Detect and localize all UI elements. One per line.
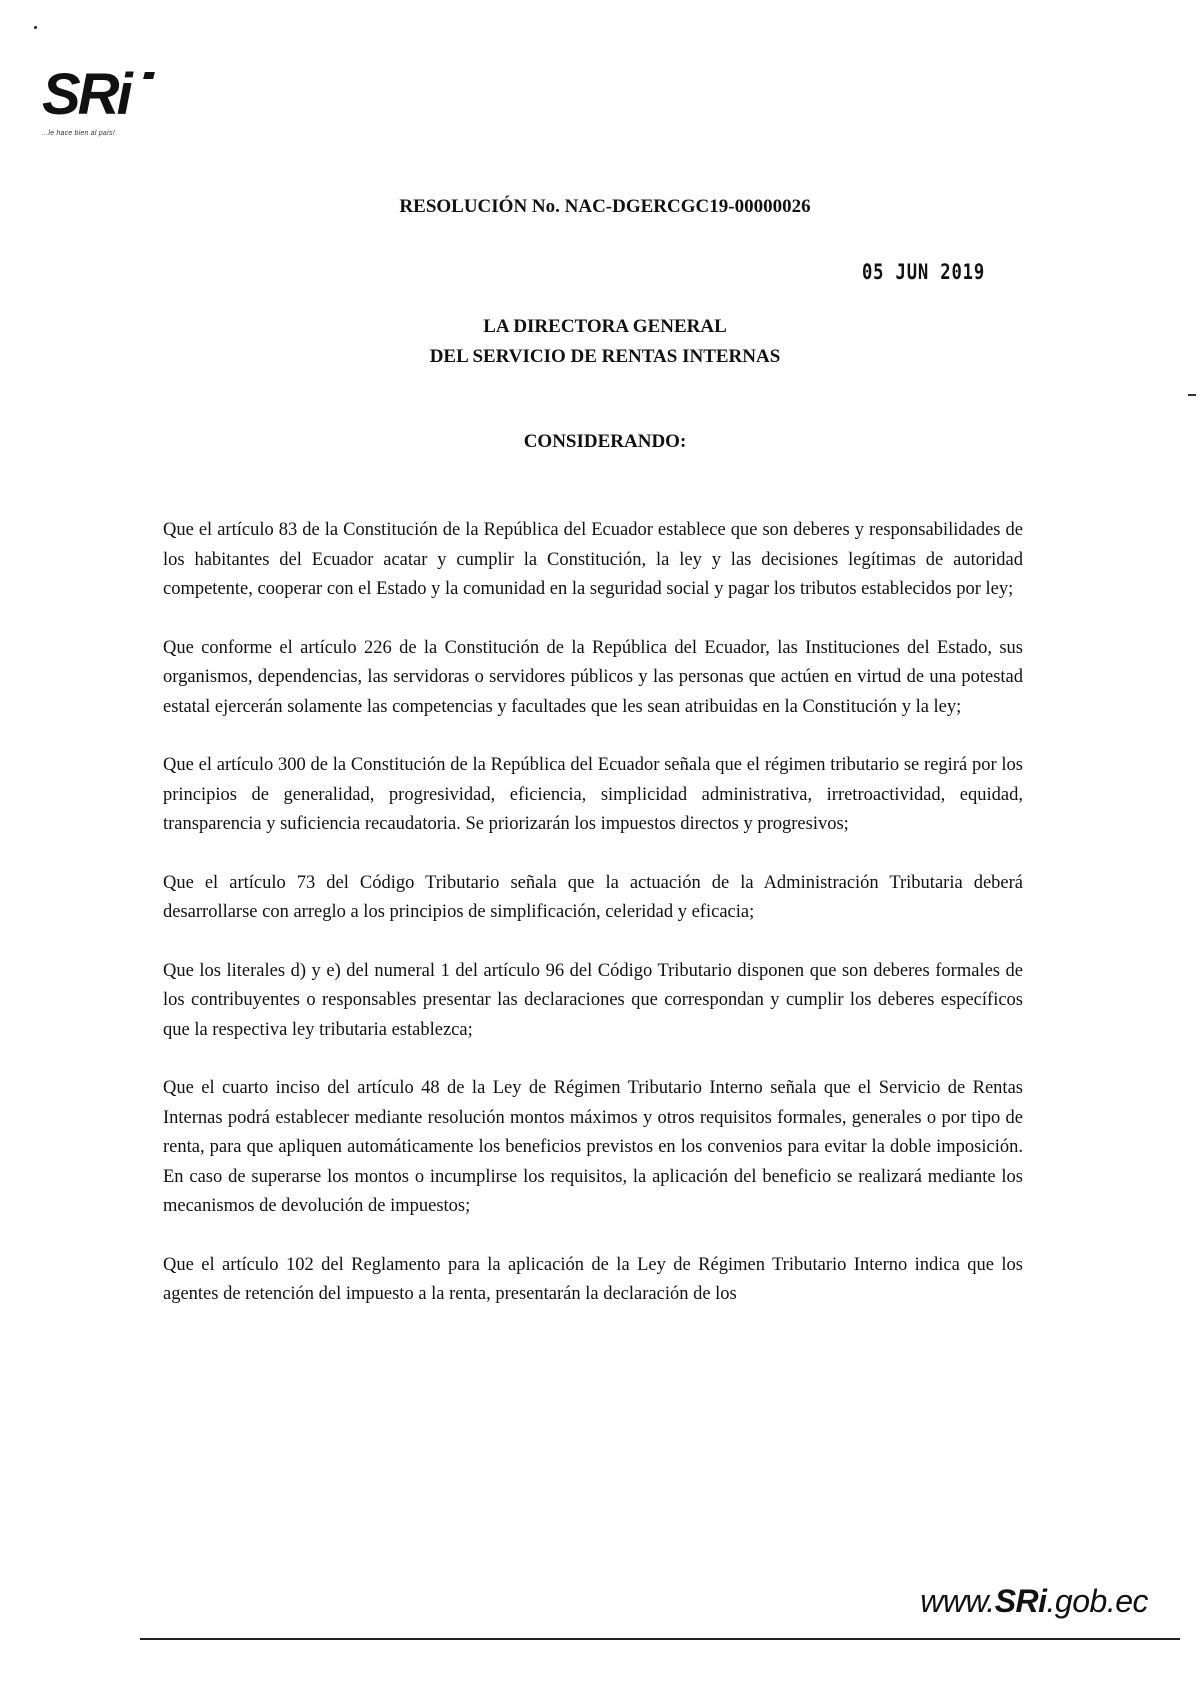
paragraph-art-226: Que conforme el artículo 226 de la Constitución de la República del Ecuador, las Instituciones del Estado, sus organismos, dependencias, las servidoras o servidores públicos y las personas que actúen en virtud de una potestad estatal ejercerán solamente las competencias y facultades que les sean atribuidas en la Constitución y la ley; <box>163 637 1023 717</box>
paragraph-art-96: Que los literales d) y e) del numeral 1 del artículo 96 del Código Tributario disponen que son deberes formales de los contribuyentes o responsables presentar las declaraciones que correspondan y cumplir los deberes específicos que la respectiva ley tributaria establezca; <box>163 960 1023 1040</box>
footer-website <box>920 1583 1148 1620</box>
footer-url-prefix: www. <box>920 1583 995 1619</box>
paragraph-art-83: Que el artículo 83 de la Constitución de la República del Ecuador establece que son deberes y responsabilidades de los habitantes del Ecuador acatar y cumplir la Constitución, la ley y las decisiones legítimas de autoridad competente, cooperar con el Estado y la comunidad en la seguridad social y pagar los tributos establecidos por ley; <box>163 520 1023 599</box>
resolution-title: RESOLUCIÓN No. NAC-DGERCGC19-00000026 <box>399 196 811 217</box>
footer-url-suffix: .gob.ec <box>1046 1583 1148 1619</box>
paragraph-art-48: Que el cuarto inciso del artículo 48 de la Ley de Régimen Tributario Interno señala que el Servicio de Rentas Internas podrá establecer mediante resolución montos máximos y otros requisitos formales, generales o por tipo de renta, para que apliquen automáticamente los beneficios previstos en los convenios para evitar la doble imposición. En caso de superarse los montos o incumplirse los requisitos, la aplicación del beneficio se realizará mediante los mecanismos de devolución de impuestos; <box>163 1078 1023 1216</box>
footer-url-brand: SRi <box>994 1583 1047 1619</box>
authority-line-1: LA DIRECTORA GENERAL <box>483 316 727 337</box>
paragraph-art-300: Que el artículo 300 de la Constitución de la República del Ecuador señala que el régimen tributario se regirá por los principios de generalidad, progresividad, eficiencia, simplicidad administrativa, irretroactividad, equidad, transparencia y suficiencia recaudatoria. Se priorizarán los impuestos directos y progresivos; <box>163 755 1023 834</box>
date-stamp: 05 JUN 2019 <box>862 260 986 284</box>
considerations-body <box>163 516 1023 1339</box>
considerando-heading: CONSIDERANDO: <box>523 431 687 452</box>
scan-edge-mark <box>1188 394 1196 396</box>
footer-divider <box>140 1638 1180 1640</box>
paragraph-art-73: Que el artículo 73 del Código Tributario señala que la actuación de la Administración Tributaria deberá desarrollarse con arreglo a los principios de simplificación, celeridad y eficacia; <box>163 872 1023 922</box>
scan-speck <box>34 26 37 29</box>
paragraph-art-102: Que el artículo 102 del Reglamento para la aplicación de la Ley de Régimen Tributario Interno indica que los agentes de retención del impuesto a la renta, presentarán la declaración de los <box>163 1254 1023 1304</box>
issuing-authority <box>0 312 1200 372</box>
authority-line-2: DEL SERVICIO DE RENTAS INTERNAS <box>429 346 781 367</box>
sri-logo-accent <box>143 72 155 79</box>
sri-logo-mark: SRi <box>42 62 130 127</box>
sri-logo-tagline: ...le hace bien al país! <box>42 130 115 137</box>
sri-logo <box>42 62 162 137</box>
